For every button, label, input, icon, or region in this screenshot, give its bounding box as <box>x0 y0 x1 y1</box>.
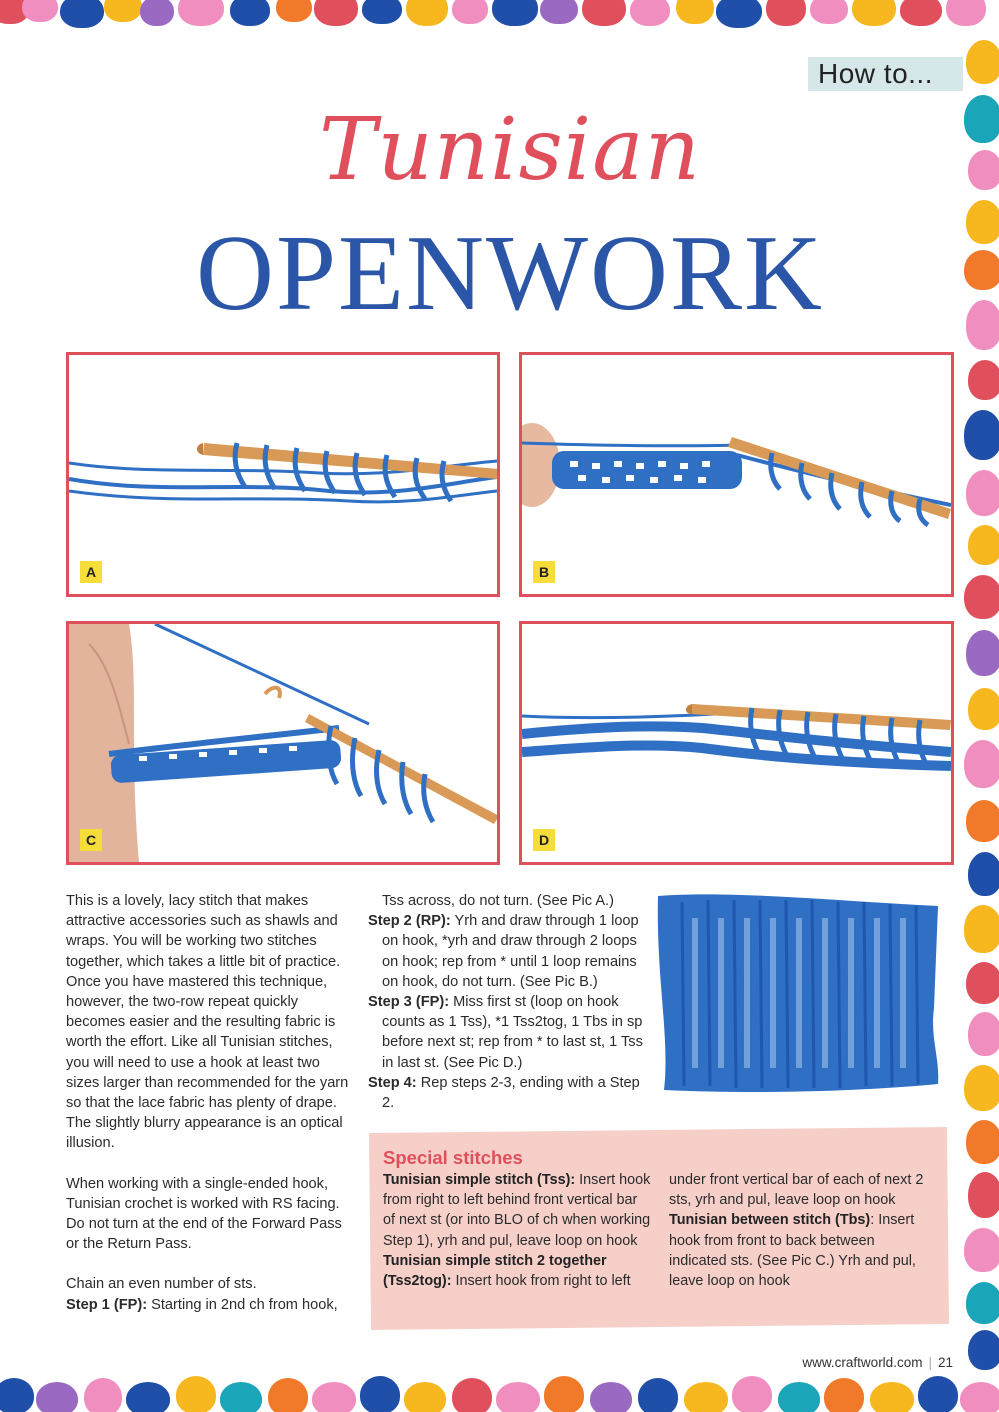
photo-b <box>519 352 954 597</box>
photo-label-b: B <box>533 561 555 583</box>
step-3-label: Step 3 (FP): <box>368 994 450 1011</box>
photo-b-illustration <box>522 355 951 594</box>
floral-border-bottom <box>0 1370 999 1412</box>
step-1-text-start: Starting in 2nd ch from hook, <box>151 1296 338 1313</box>
footer-website: www.craftworld.com <box>802 1355 923 1370</box>
intro-paragraph-3: Chain an even number of sts. <box>66 1276 257 1293</box>
tss-text: Insert hook from right to left behind front vertical bar of next st (or into BLO of ch when working Step 1), yrh and pul, leave loop on hook <box>383 1172 651 1249</box>
photo-c-illustration <box>69 624 497 862</box>
title-main: OPENWORK <box>196 214 824 333</box>
floral-border-top <box>0 0 999 36</box>
special-stitches-column-1 <box>383 1170 651 1291</box>
step-1-continuation: Tss across, do not turn. (See Pic A.) <box>382 893 614 909</box>
steps-column <box>368 891 653 1113</box>
tss2tog-label: Tunisian simple stitch 2 together (Tss2tog): <box>383 1252 607 1290</box>
tbs-label: Tunisian between stitch (Tbs) <box>669 1212 871 1229</box>
photo-a-illustration <box>69 355 497 594</box>
step-1-start <box>66 1295 351 1315</box>
tbs-text: Insert hook from front to back between indicated sts. (See Pic C.) Yrh and pul, leave loop on hook <box>669 1212 916 1290</box>
step-4 <box>368 1073 653 1113</box>
special-stitches-title: Special stitches <box>383 1147 523 1168</box>
tss2tog-text-end: under front vertical bar of each of next 2 sts, yrh and pul, leave loop on hook <box>669 1172 924 1209</box>
page-number: 21 <box>937 1355 953 1370</box>
tss2tog-text-start: Insert hook from right to left <box>455 1273 631 1290</box>
intro-column <box>66 891 351 1315</box>
photo-a <box>66 352 500 597</box>
photo-c <box>66 621 500 865</box>
step-2-label: Step 2 (RP): <box>368 913 451 930</box>
tss-label: Tunisian simple stitch (Tss): <box>383 1172 576 1188</box>
step-3-text: Miss first st (loop on hook counts as 1 Tss), *1 Tss2tog, 1 Tbs in sp before next st; rep from * to last st, 1 Tss in last st. (See Pic D.) <box>382 994 643 1071</box>
footer-separator: | <box>928 1355 932 1370</box>
step-2-text: Yrh and draw through 1 loop on hook, *yrh and draw through 2 loops on hook; rep from * until 1 loop remains on hook, do not turn. (See Pic B.) <box>382 913 639 990</box>
how-to-tag: How to... <box>808 57 963 91</box>
step-1-label: Step 1 (FP): <box>66 1296 148 1313</box>
special-stitches-column-2: under front vertical bar of each of next 2 sts, yrh and pul, leave loop on hook Tunisian between stitch (Tbs): Insert hook from front to back between indicated sts. (See Pic C.) Yrh and pul, leave loop on hook <box>669 1172 924 1290</box>
step-4-text: Rep steps 2-3, ending with a Step 2. <box>382 1074 640 1112</box>
photo-d-illustration <box>522 624 951 862</box>
photo-label-a: A <box>80 561 102 583</box>
photo-label-c: C <box>80 829 102 851</box>
intro-paragraph-1: This is a lovely, lacy stitch that makes attractive accessories such as shawls and wraps. You will be working two stitches together, which takes a little bit of practice. Once you have mastered this technique, however, the two-row repeat quickly becomes easier and the resulting fabric is worth the effort. Like all Tunisian stitches, you will need to use a hook at least two sizes larger than recommended for the yarn so that the lace fabric has plenty of drape. The slightly blurry appearance is an optical illusion. <box>66 893 349 1152</box>
photo-label-d: D <box>533 829 555 851</box>
step-3 <box>368 992 653 1073</box>
intro-paragraph-2: When working with a single-ended hook, Tunisian crochet is worked with RS facing. Do not turn at the end of the Forward Pass or the Return Pass. <box>66 1175 342 1253</box>
page-footer <box>700 1355 953 1370</box>
step-2 <box>368 911 653 992</box>
title-script: Tunisian <box>319 100 701 200</box>
photo-d <box>519 621 954 865</box>
step-4-label: Step 4: <box>368 1074 417 1091</box>
fabric-swatch-image <box>652 888 944 1098</box>
